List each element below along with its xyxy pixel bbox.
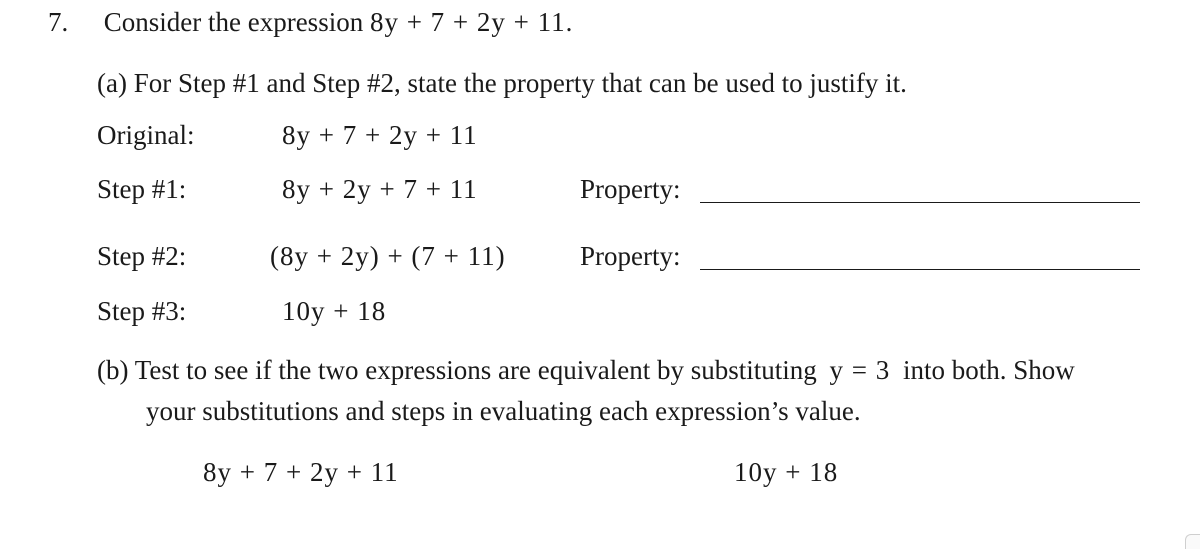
row-step2-expression: (8y + 2y) + (7 + 11) (270, 241, 506, 271)
page-corner-handle (1185, 534, 1200, 549)
part-b-prompt-line2: your substitutions and steps in evaluating each expression’s value. (146, 396, 861, 426)
row-step1-property-label: Property: (580, 174, 681, 204)
row-original-expression: 8y + 7 + 2y + 11 (282, 120, 478, 150)
row-step1-label: Step #1: (97, 174, 187, 204)
step2-property-answer-line[interactable] (700, 269, 1140, 270)
question-intro: Consider the expression (103, 7, 364, 37)
row-step2-label: Step #2: (97, 241, 187, 271)
question-number: 7. (48, 7, 69, 37)
part-b-substitution: y = 3 (829, 355, 891, 385)
question-period: . (565, 7, 573, 37)
part-b-prompt-line1 (97, 354, 1075, 386)
part-a-text: For Step #1 and Step #2, state the property that can be used to justify it. (133, 68, 907, 98)
row-step3-label: Step #3: (97, 296, 187, 326)
row-step1-expression: 8y + 2y + 7 + 11 (282, 174, 478, 204)
step1-property-answer-line[interactable] (700, 202, 1140, 203)
row-step2-property-label: Property: (580, 241, 681, 271)
row-step3-expression: 10y + 18 (282, 296, 387, 326)
part-b-right-expression: 10y + 18 (734, 457, 839, 487)
part-b-label: (b) (97, 355, 129, 385)
part-b-text-end: into both. Show (902, 355, 1075, 385)
row-original-label: Original: (97, 120, 195, 150)
part-b-text-start: Test to see if the two expressions are equivalent by substituting (134, 355, 817, 385)
part-a-prompt (97, 67, 907, 99)
part-b-left-expression: 8y + 7 + 2y + 11 (203, 457, 399, 487)
question-expression: 8y + 7 + 2y + 11 (369, 7, 566, 37)
question-header (48, 6, 572, 38)
part-a-label: (a) (97, 68, 127, 98)
